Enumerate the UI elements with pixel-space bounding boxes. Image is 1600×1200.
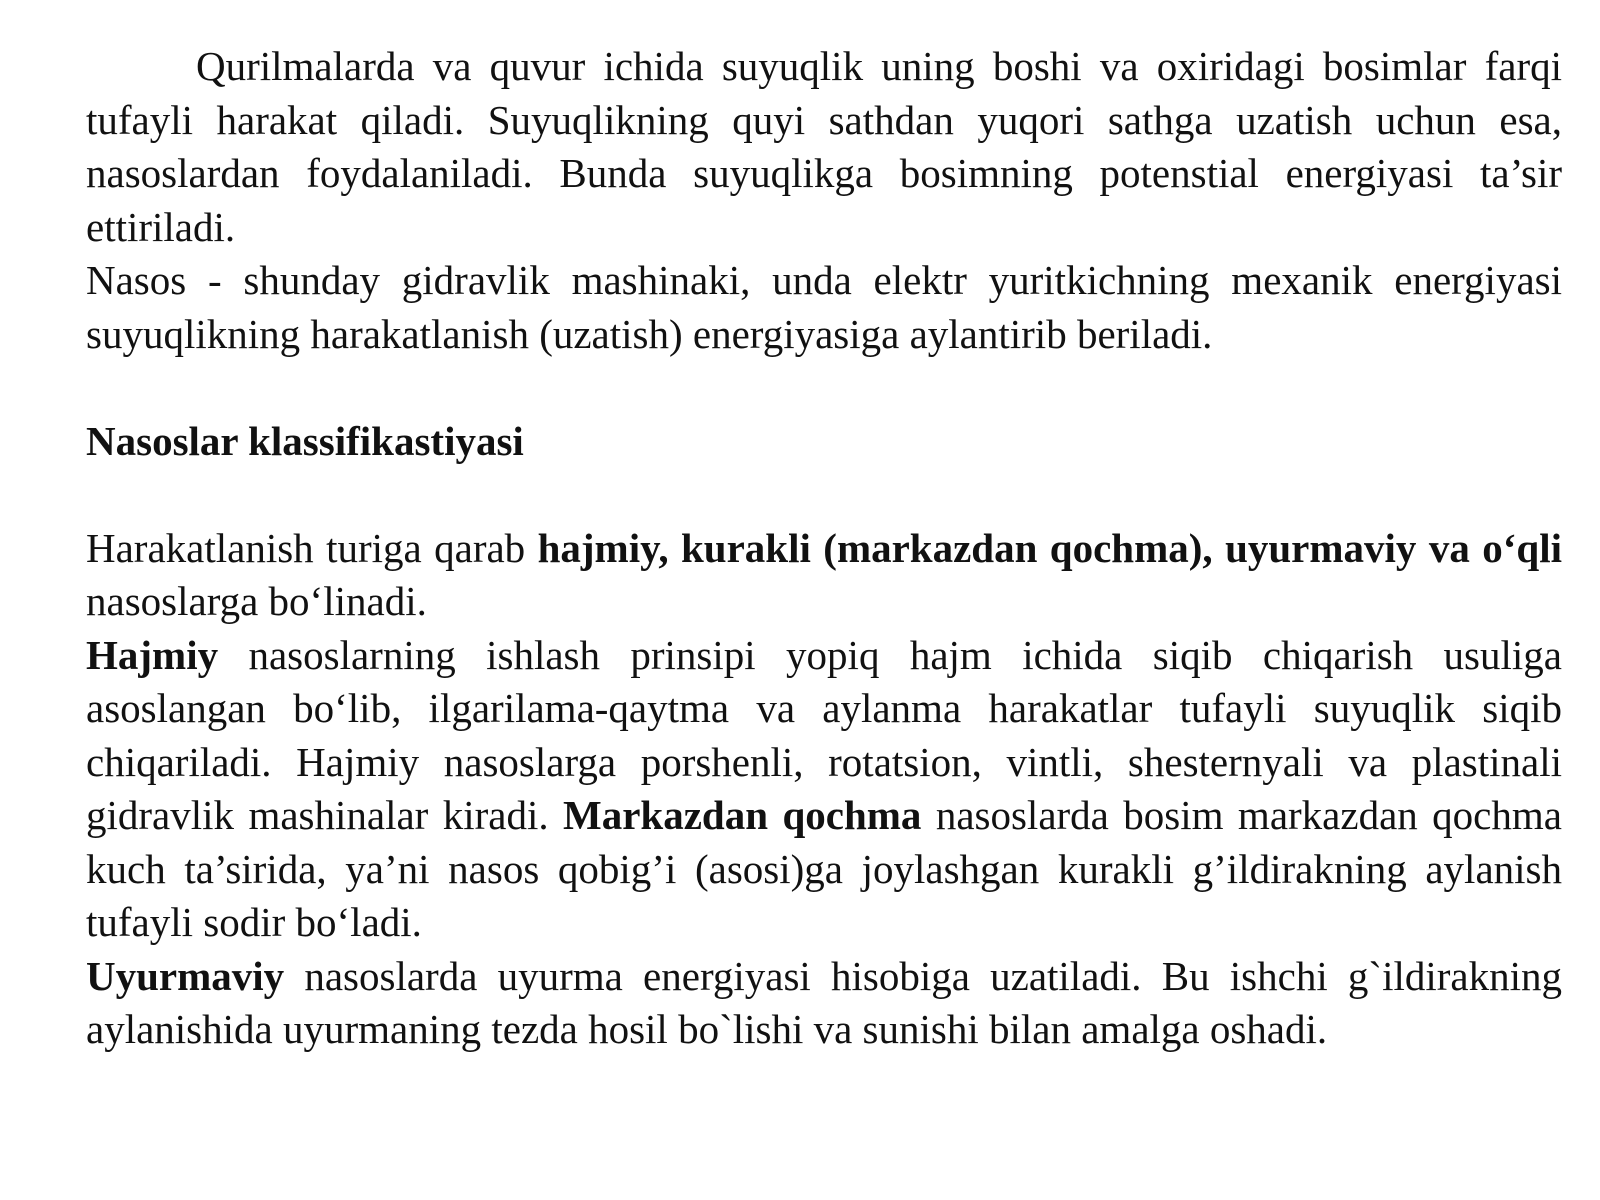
text-run: nasoslarga bo‘linadi. — [86, 578, 427, 624]
paragraph-classification — [86, 522, 1562, 629]
bold-run: Markazdan qochma — [563, 792, 922, 838]
bold-run: Uyurmaviy — [86, 952, 285, 999]
paragraph-nasos-definition: Nasos - shunday gidravlik mashinaki, unda elektr yuritkichning mexanik energiyasi suyuqlikning harakatlanish (uzatish) energiyasiga aylantirib beriladi. — [86, 257, 1562, 357]
document-page — [86, 40, 1562, 1057]
text-run: nasoslarning ishlash prinsipi yopiq hajm ichida siqib chiqarish usuliga asoslangan bo‘lib, ilgarilama-qaytma va aylanma harakatlar tufayli suyuqlik siqib chiqariladi. Hajmiy nasoslarga porshenli, rotatsion, vintli, shesternyali va plastinali gidravlik mashinalar kiradi. — [86, 631, 1562, 838]
paragraph-uyurmaviy — [86, 950, 1562, 1057]
paragraph-hajmiy — [86, 629, 1562, 950]
blank-line — [86, 361, 1562, 415]
section-heading: Nasoslar klassifikastiyasi — [86, 417, 524, 464]
blank-line — [86, 468, 1562, 522]
text-run: nasoslarda bosim markazdan qochma kuch ta’sirida, ya’ni nasos qobig’i (asosi)ga joylashgan kurakli g’ildirakning aylanish tufayli sodir bo‘ladi. — [86, 792, 1562, 945]
bold-run: Hajmiy — [86, 631, 219, 678]
text-run: Harakatlanish turiga qarab — [86, 524, 538, 571]
paragraph-intro: Qurilmalarda va quvur ichida suyuqlik uning boshi va oxiridagi bosimlar farqi tufayli harakat qiladi. Suyuqlikning quyi sathdan yuqori sathga uzatish uchun esa, nasoslardan foydalaniladi. Bunda suyuqlikga bosimning potenstial energiyasi ta’sir ettiriladi. — [86, 43, 1562, 250]
bold-run: hajmiy, kurakli (markazdan qochma), uyurmaviy va o‘qli — [537, 524, 1562, 571]
text-run: nasoslarda uyurma energiyasi hisobiga uzatiladi. Bu ishchi g`ildirakning aylanishida uyurmaning tezda hosil bo`lishi va sunishi bilan amalga oshadi. — [86, 952, 1562, 1052]
